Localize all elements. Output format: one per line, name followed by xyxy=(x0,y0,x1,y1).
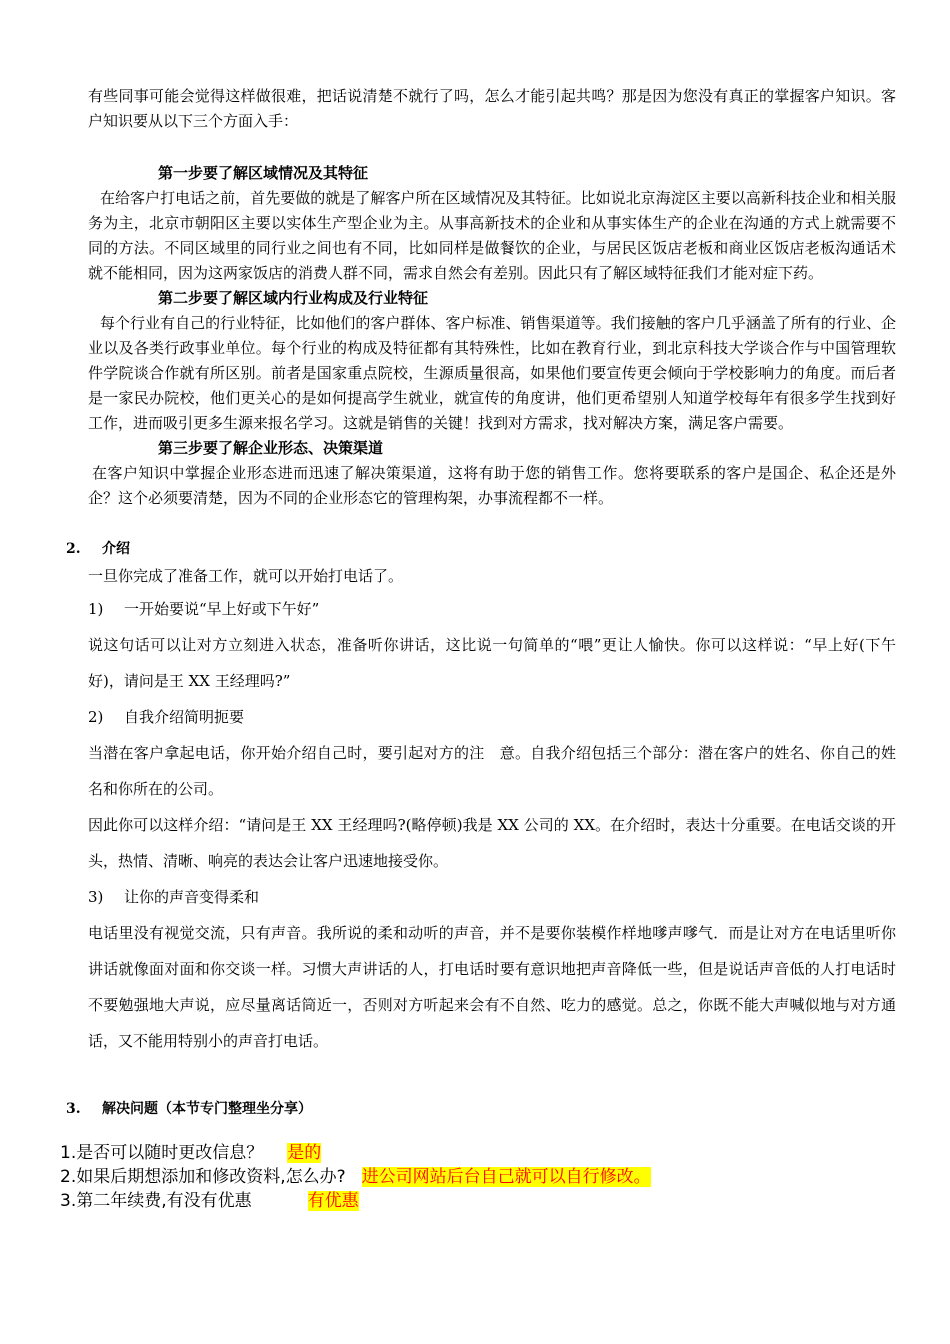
section3-heading xyxy=(66,1097,874,1121)
list-item-3-text: 让你的声音变得柔和 xyxy=(124,888,260,906)
intro-paragraph: 有些同事可能会觉得这样做很难，把话说清楚不就行了吗，怎么才能引起共鸣？那是因为您没有真正的掌握客户知识。客户知识要从以下三个方面入手： xyxy=(88,87,896,130)
list-item-2 xyxy=(88,699,896,735)
qa-row-2 xyxy=(60,1165,868,1189)
step2-body: 每个行业有自己的行业特征，比如他们的客户群体、客户标准、销售渠道等。我们接触的客户几乎涵盖了所有的行业、企业以及各类行政事业单位。每个行业的构成及特征都有其特殊性，比如在教育行业，到北京科技大学谈合作与中国管理软件学院谈合作就有所区别。前者是国家重点院校，生源质量很高，如果他们要宣传更会倾向于学校影响力的角度。而后者是一家民办院校，他们更关心的是如何提高学生就业，就宣传的角度讲，他们更希望别人知道学校每年有很多学生找到好工作，进而吸引更多生源来报名学习。这就是销售的关键！找到对方需求，找对解决方案，满足客户需要。 xyxy=(88,314,896,432)
step1-body: 在给客户打电话之前，首先要做的就是了解客户所在区域情况及其特征。比如说北京海淀区主要以高新科技企业和相关服务为主，北京市朝阳区主要以实体生产型企业为主。从事高新技术的企业和从事实体生产的企业在沟通的方式上就需要不同的方法。不同区域里的同行业之间也有不同，比如同样是做餐饮的企业，与居民区饭店老板和商业区饭店老板沟通话术就不能相同，因为这两家饭店的消费人群不同，需求自然会有差别。因此只有了解区域特征我们才能对症下药。 xyxy=(88,189,896,282)
list-item-2-body-1: 当潜在客户拿起电话，你开始介绍自己时，要引起对方的注 意。自我介绍包括三个部分：潜在客户的姓名、你自己的姓名和你所在的公司。 xyxy=(88,744,896,798)
list-item-1-body: 说这句话可以让对方立刻进入状态，准备听你讲话，这比说一句简单的“喂”更让人愉快。你可以这样说：“早上好(下午好)，请问是王 XX 王经理吗?” xyxy=(88,636,896,690)
document-page xyxy=(60,84,896,1213)
answer-2: 进公司网站后台自己就可以自行修改。 xyxy=(361,1167,651,1187)
list-item-3-number: 3) xyxy=(88,888,104,906)
list-item-2-text: 自我介绍简明扼要 xyxy=(124,708,245,726)
list-item-1-text: 一开始要说“早上好或下午好” xyxy=(124,600,320,618)
section2-number: 2. xyxy=(66,541,81,557)
section3-title: 解决问题（本节专门整理坐分享） xyxy=(102,1101,312,1117)
section2-title: 介绍 xyxy=(102,541,130,557)
list-item-3-body: 电话里没有视觉交流，只有声音。我所说的柔和动听的声音，并不是要你装模作样地嗲声嗲气．而是让对方在电话里听你讲话就像面对面和你交谈一样。习惯大声讲话的人，打电话时要有意识地把声音降低一些，但是说话声音低的人打电话时不要勉强地大声说，应尽量离话筒近一，否则对方听起来会有不自然、吃力的感觉。总之，你既不能大声喊似地与对方通话，又不能用特别小的声音打电话。 xyxy=(88,924,896,1050)
section2-heading xyxy=(66,537,874,561)
list-item-3 xyxy=(88,879,896,915)
list-item-2-body-2: 因此你可以这样介绍：“请问是王 XX 王经理吗?(略停顿)我是 XX 公司的 XX。在介绍时，表达十分重要。在电话交谈的开头，热情、清晰、响亮的表达会让客户迅速地接受你。 xyxy=(88,816,896,870)
step3-heading: 第三步要了解企业形态、决策渠道 xyxy=(158,439,384,457)
step2-heading: 第二步要了解区域内行业构成及行业特征 xyxy=(158,289,429,307)
section2-lead: 一旦你完成了准备工作，就可以开始打电话了。 xyxy=(88,567,404,585)
question-2: 2.如果后期想添加和修改资料,怎么办? xyxy=(60,1167,346,1187)
qa-row-1 xyxy=(60,1141,868,1165)
question-1: 1.是否可以随时更改信息？ xyxy=(60,1143,264,1163)
section3-number: 3. xyxy=(66,1101,81,1117)
list-item-2-number: 2) xyxy=(88,708,104,726)
list-item-1 xyxy=(88,591,896,627)
question-3: 3.第二年续费,有没有优惠 xyxy=(60,1191,252,1211)
answer-1: 是的 xyxy=(287,1143,322,1163)
step3-body: 在客户知识中掌握企业形态进而迅速了解决策渠道，这将有助于您的销售工作。您将要联系的客户是国企、私企还是外企？这个必须要清楚，因为不同的企业形态它的管理构架，办事流程都不一样。 xyxy=(88,464,896,507)
answer-3: 有优惠 xyxy=(307,1191,359,1211)
step1-heading: 第一步要了解区域情况及其特征 xyxy=(158,164,369,182)
list-item-1-number: 1) xyxy=(88,600,104,618)
qa-row-3 xyxy=(60,1189,868,1213)
